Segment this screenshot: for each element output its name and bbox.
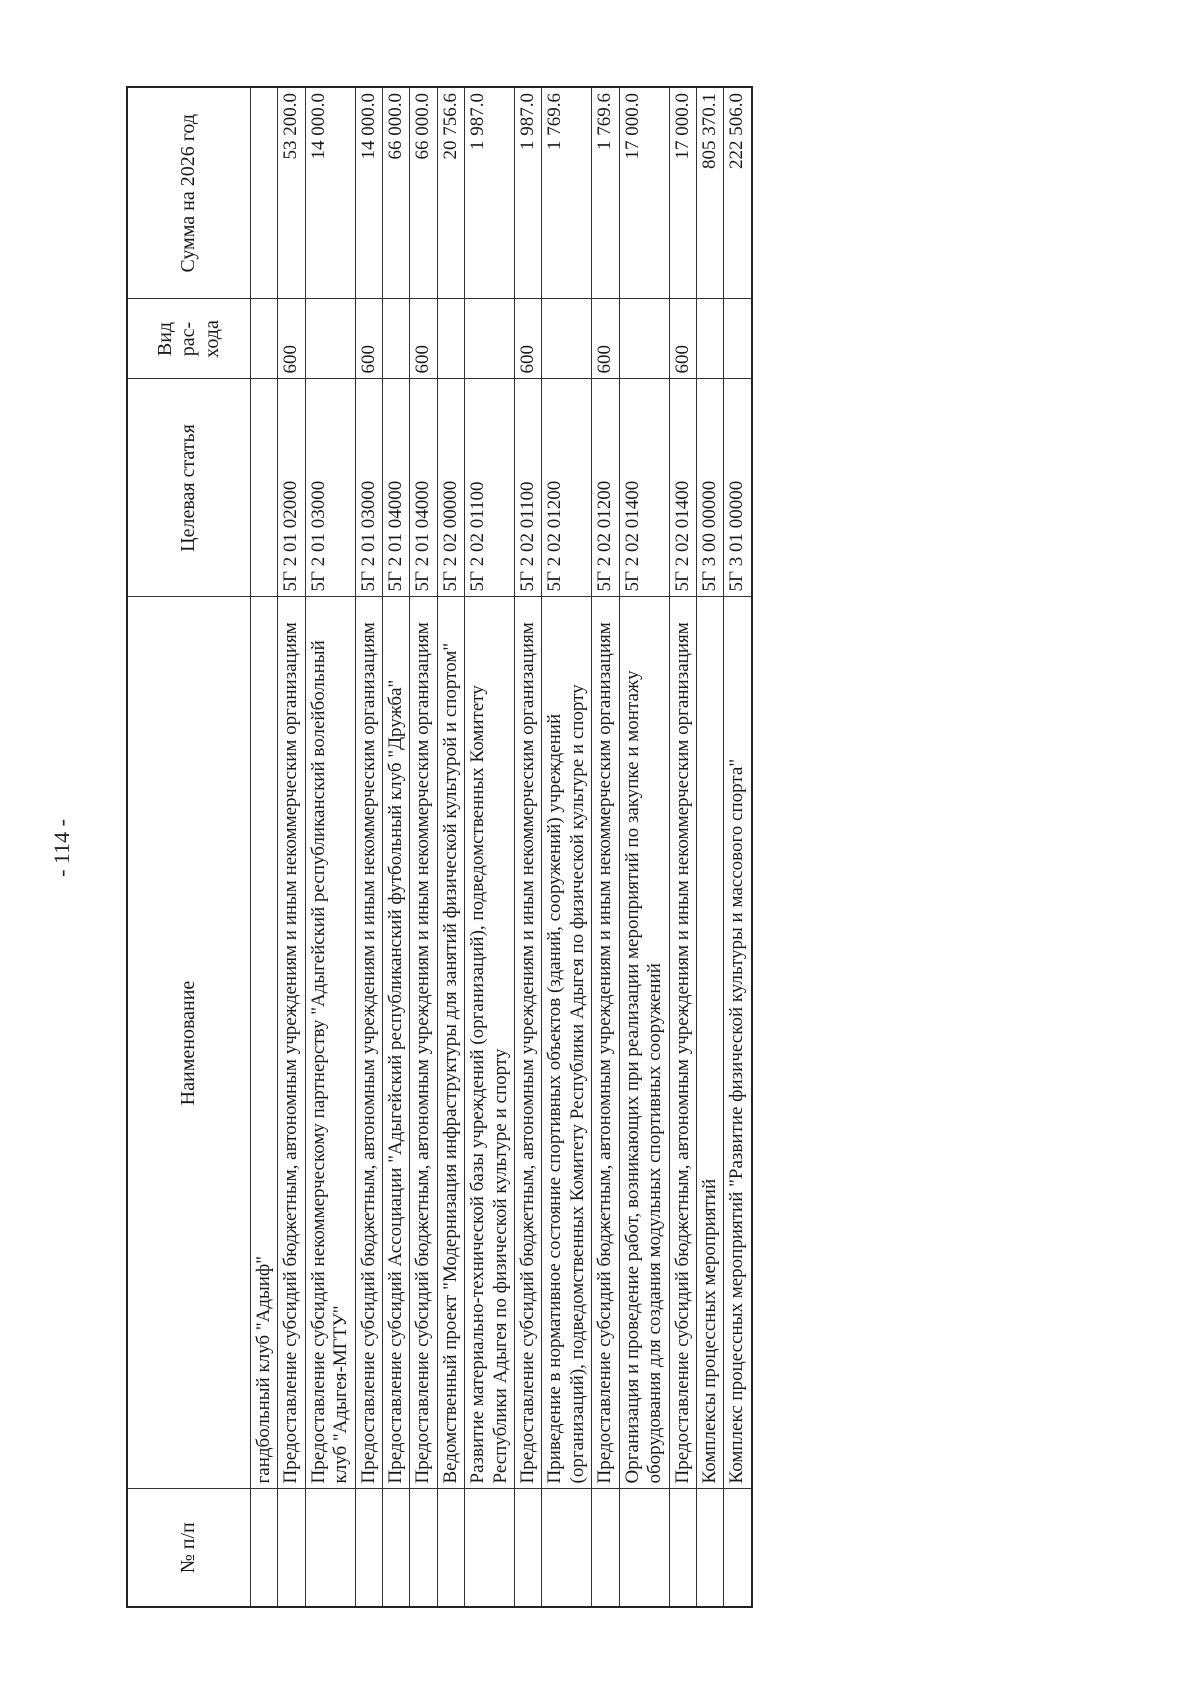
row-sum: 17 000.0 [669,87,696,299]
table-row [251,87,278,1607]
row-kind [437,299,464,379]
table-row [355,87,382,1607]
row-code: 5Г 2 02 01100 [465,379,515,597]
budget-table [126,86,753,1608]
row-kind [724,299,752,379]
table-row [410,87,437,1607]
row-sum: 1 769.6 [542,87,592,299]
table-row [619,87,669,1607]
row-number [696,1489,723,1607]
row-number [515,1489,542,1607]
table-header-row [127,87,251,1607]
row-code: 5Г 2 02 01400 [619,379,669,597]
row-name: гандбольный клуб "Адыиф" [251,597,278,1489]
row-name: Ведомственный проект "Модернизация инфраструктуры для занятий физической культурой и спортом" [437,597,464,1489]
row-name: Предоставление субсидий бюджетным, автономным учреждениям и иным некоммерческим организациям [355,597,382,1489]
row-name: Предоставление субсидий некоммерческому партнерству "Адыгейский республиканский волейбольный клуб "Адыгея-МГТУ" [305,597,355,1489]
row-code: 5Г 3 01 00000 [724,379,752,597]
row-sum: 805 370.1 [696,87,723,299]
table-row [542,87,592,1607]
row-kind [251,299,278,379]
header-sum-2026: Сумма на 2026 год [127,87,251,299]
row-number [669,1489,696,1607]
row-kind [305,299,355,379]
table-row [592,87,619,1607]
row-name: Предоставление субсидий бюджетным, автономным учреждениям и иным некоммерческим организациям [515,597,542,1489]
row-name: Комплекс процессных мероприятий "Развитие физической культуры и массового спорта" [724,597,752,1489]
row-number [251,1489,278,1607]
row-kind: 600 [410,299,437,379]
row-code: 5Г 2 01 03000 [305,379,355,597]
header-expense-type: Вид рас-хода [127,299,251,379]
row-sum: 20 756.6 [437,87,464,299]
row-code: 5Г 2 01 03000 [355,379,382,597]
rotated-table-container [126,88,1074,1608]
row-code: 5Г 2 02 01400 [669,379,696,597]
row-sum [251,87,278,299]
row-sum: 53 200.0 [278,87,305,299]
header-name: Наименование [127,597,251,1489]
row-number [437,1489,464,1607]
row-number [465,1489,515,1607]
header-target-article: Целевая статья [127,379,251,597]
row-name: Предоставление субсидий бюджетным, автономным учреждениям и иным некоммерческим организациям [669,597,696,1489]
row-name: Организация и проведение работ, возникающих при реализации мероприятий по закупке и монтажу оборудования для создания модульных спортивных сооружений [619,597,669,1489]
table-row [669,87,696,1607]
row-code: 5Г 2 02 01200 [592,379,619,597]
page-number: - 114 - [49,819,74,877]
row-number [724,1489,752,1607]
table-row [437,87,464,1607]
row-kind: 600 [515,299,542,379]
row-number [383,1489,410,1607]
row-kind [542,299,592,379]
table-row [383,87,410,1607]
row-code: 5Г 3 00 00000 [696,379,723,597]
table-row [465,87,515,1607]
row-kind [696,299,723,379]
row-sum: 222 506.0 [724,87,752,299]
row-name: Предоставление субсидий бюджетным, автономным учреждениям и иным некоммерческим организациям [592,597,619,1489]
row-name: Приведение в нормативное состояние спортивных объектов (зданий, сооружений) учреждений (организаций), подведомственных Комитету Республики Адыгея по физической культуре и спорту [542,597,592,1489]
row-code: 5Г 2 02 00000 [437,379,464,597]
row-code: 5Г 2 02 01100 [515,379,542,597]
row-number [355,1489,382,1607]
row-number [542,1489,592,1607]
row-number [410,1489,437,1607]
table-row [305,87,355,1607]
row-number [278,1489,305,1607]
table-row [724,87,752,1607]
row-code: 5Г 2 01 04000 [410,379,437,597]
table-row [696,87,723,1607]
row-number [619,1489,669,1607]
row-code: 5Г 2 02 01200 [542,379,592,597]
row-name: Развитие материально-технической базы учреждений (организаций), подведомственных Комитету Республики Адыгея по физической культуре и спорту [465,597,515,1489]
table-row [278,87,305,1607]
row-sum: 1 769.6 [592,87,619,299]
row-sum: 66 000.0 [410,87,437,299]
row-name: Предоставление субсидий Ассоциации "Адыгейский республиканский футбольный клуб "Дружба" [383,597,410,1489]
row-number [305,1489,355,1607]
row-number [592,1489,619,1607]
row-code: 5Г 2 01 04000 [383,379,410,597]
row-kind: 600 [669,299,696,379]
row-kind [465,299,515,379]
row-sum: 1 987.0 [515,87,542,299]
row-kind: 600 [592,299,619,379]
row-name: Предоставление субсидий бюджетным, автономным учреждениям и иным некоммерческим организациям [278,597,305,1489]
row-code [251,379,278,597]
row-sum: 17 000.0 [619,87,669,299]
table-row [515,87,542,1607]
header-number: № п/п [127,1489,251,1607]
row-sum: 66 000.0 [383,87,410,299]
row-kind [383,299,410,379]
row-name: Комплексы процессных мероприятий [696,597,723,1489]
row-kind [619,299,669,379]
row-sum: 1 987.0 [465,87,515,299]
row-sum: 14 000.0 [355,87,382,299]
row-name: Предоставление субсидий бюджетным, автономным учреждениям и иным некоммерческим организациям [410,597,437,1489]
row-kind: 600 [355,299,382,379]
row-code: 5Г 2 01 02000 [278,379,305,597]
row-kind: 600 [278,299,305,379]
row-sum: 14 000.0 [305,87,355,299]
